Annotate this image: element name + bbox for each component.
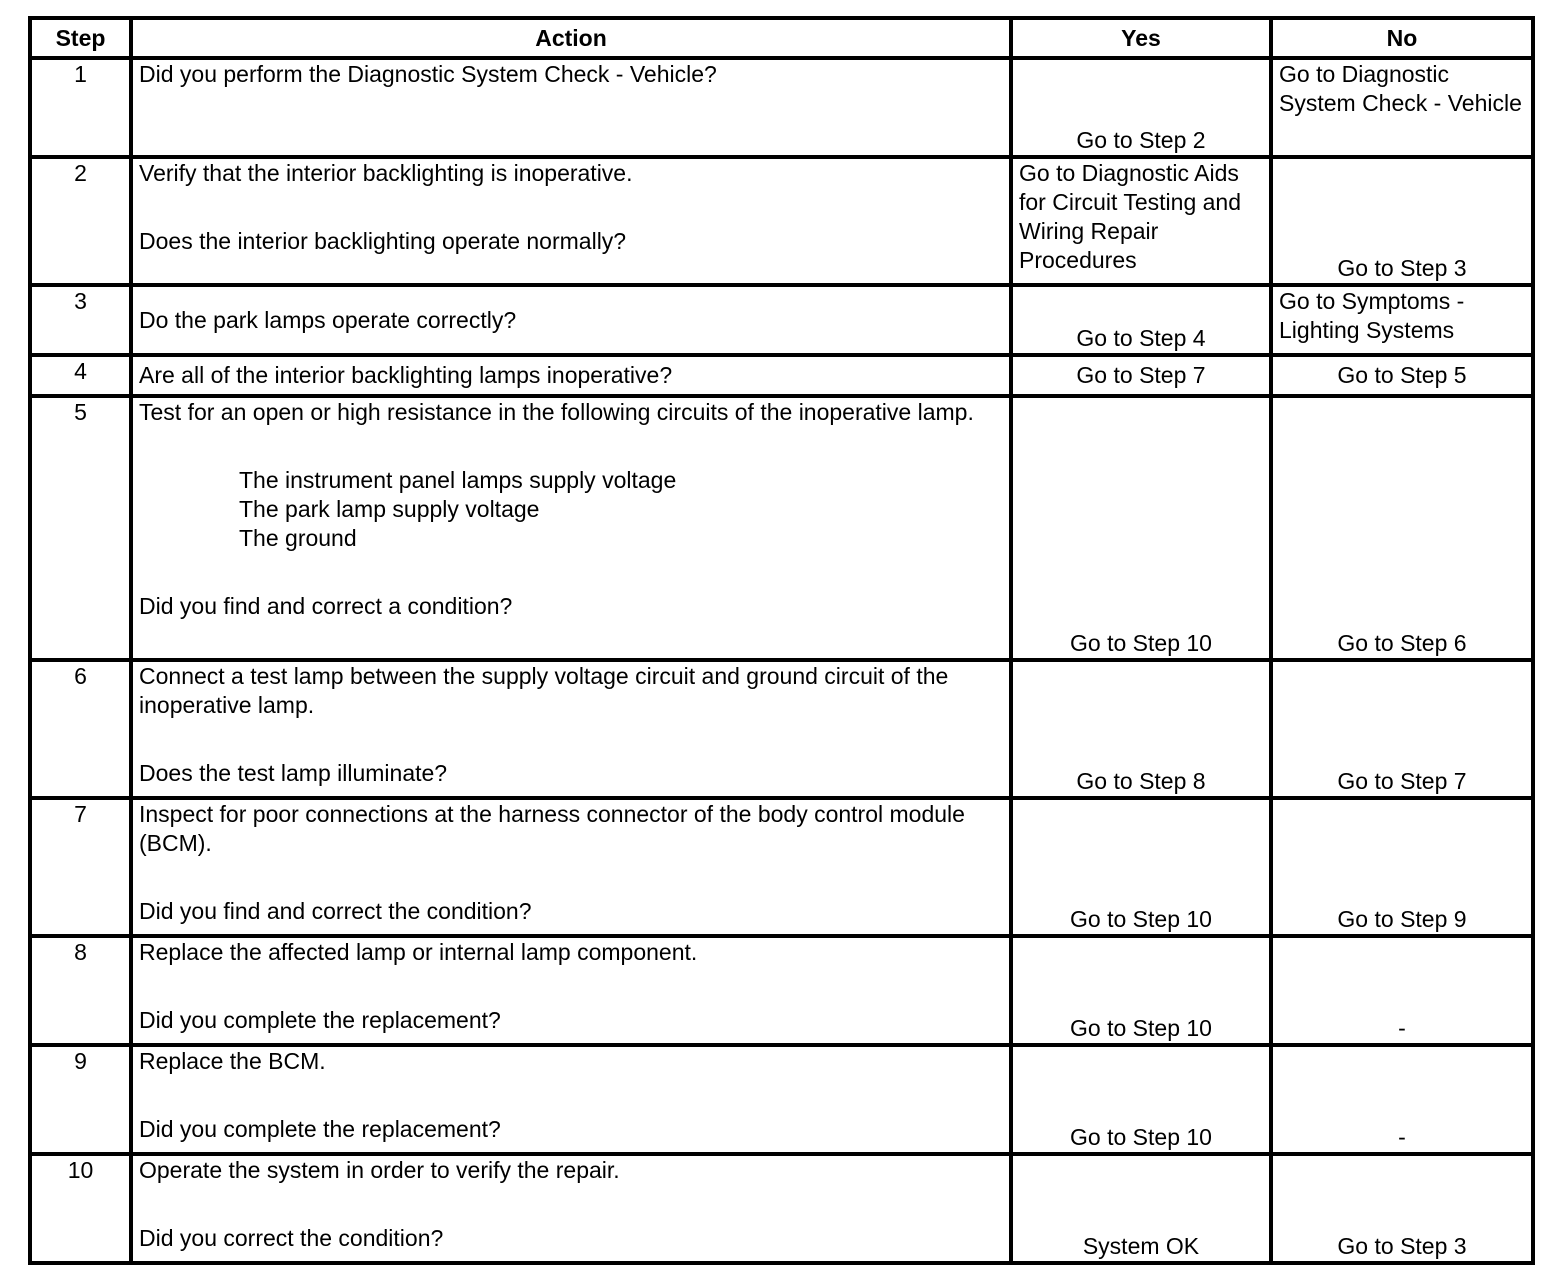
table-row — [30, 58, 1533, 157]
no-text: Go to Step 9 — [1337, 906, 1467, 932]
action-question: Did you find and correct a condition? — [139, 593, 513, 619]
action-cell — [131, 798, 1011, 936]
action-cell — [131, 157, 1011, 285]
action-text: Verify that the interior backlighting is inoperative. — [139, 160, 633, 186]
no-text: Go to Step 6 — [1337, 630, 1467, 656]
yes-text: Go to Step 8 — [1076, 768, 1206, 794]
table-row — [30, 285, 1533, 355]
action-cell — [131, 660, 1011, 798]
yes-text: Go to Step 2 — [1076, 127, 1206, 153]
yes-cell — [1011, 396, 1271, 660]
no-cell — [1271, 660, 1533, 798]
table-row — [30, 1154, 1533, 1263]
yes-cell — [1011, 936, 1271, 1045]
no-text: Go to Step 7 — [1337, 768, 1467, 794]
action-text: Do the park lamps operate correctly? — [139, 306, 517, 333]
action-cell — [131, 58, 1011, 157]
yes-text: Go to Step 10 — [1070, 906, 1212, 932]
yes-text: Go to Step 7 — [1076, 362, 1206, 388]
table-row — [30, 355, 1533, 396]
no-text: Go to Step 5 — [1337, 362, 1467, 388]
step-number: 9 — [30, 1045, 131, 1154]
table-row — [30, 936, 1533, 1045]
diagnostic-table — [28, 16, 1535, 1265]
action-cell — [131, 396, 1011, 660]
action-text: Replace the affected lamp or internal lamp component. — [139, 939, 698, 965]
no-text: Go to Step 3 — [1337, 1233, 1467, 1259]
yes-cell — [1011, 1045, 1271, 1154]
action-question: Does the interior backlighting operate normally? — [139, 228, 627, 254]
step-number: 10 — [30, 1154, 131, 1263]
yes-cell — [1011, 660, 1271, 798]
no-cell — [1271, 798, 1533, 936]
yes-text: Go to Step 4 — [1076, 325, 1206, 351]
list-item: The park lamp supply voltage — [239, 496, 540, 522]
action-text: Are all of the interior backlighting lamps inoperative? — [139, 362, 673, 388]
step-number: 5 — [30, 396, 131, 660]
no-text: Go to Diagnostic System Check - Vehicle — [1279, 61, 1522, 116]
yes-text: Go to Step 10 — [1070, 630, 1212, 656]
action-question: Did you complete the replacement? — [139, 1116, 501, 1142]
yes-cell — [1011, 355, 1271, 396]
no-cell — [1271, 355, 1533, 396]
action-text: Connect a test lamp between the supply voltage circuit and ground circuit of the inoperative lamp. — [139, 663, 949, 718]
list-item: The ground — [239, 525, 357, 551]
step-number: 4 — [30, 355, 131, 396]
no-cell — [1271, 1045, 1533, 1154]
action-text: Replace the BCM. — [139, 1048, 326, 1074]
yes-cell — [1011, 157, 1271, 285]
no-cell — [1271, 285, 1533, 355]
action-question: Did you complete the replacement? — [139, 1007, 501, 1033]
step-number: 1 — [30, 58, 131, 157]
action-question: Does the test lamp illuminate? — [139, 760, 448, 786]
no-cell — [1271, 1154, 1533, 1263]
header-no: No — [1271, 18, 1533, 58]
header-row — [30, 18, 1533, 58]
header-action: Action — [131, 18, 1011, 58]
no-cell — [1271, 58, 1533, 157]
action-cell — [131, 285, 1011, 355]
action-text: Inspect for poor connections at the harness connector of the body control module (BCM). — [139, 801, 965, 856]
action-text: Did you perform the Diagnostic System Check - Vehicle? — [139, 61, 717, 87]
action-text: Test for an open or high resistance in the following circuits of the inoperative lamp. — [139, 399, 974, 425]
header-yes: Yes — [1011, 18, 1271, 58]
yes-cell — [1011, 798, 1271, 936]
no-cell — [1271, 396, 1533, 660]
yes-text: System OK — [1082, 1233, 1200, 1259]
yes-text: Go to Step 10 — [1070, 1124, 1212, 1150]
no-text: - — [1398, 1124, 1406, 1150]
step-number: 2 — [30, 157, 131, 285]
step-number: 3 — [30, 285, 131, 355]
action-cell — [131, 1154, 1011, 1263]
step-number: 7 — [30, 798, 131, 936]
no-text: - — [1398, 1015, 1406, 1041]
yes-text: Go to Step 10 — [1070, 1015, 1212, 1041]
action-cell — [131, 936, 1011, 1045]
header-step: Step — [30, 18, 131, 58]
action-cell — [131, 355, 1011, 396]
yes-cell — [1011, 285, 1271, 355]
table-row — [30, 396, 1533, 660]
action-cell — [131, 1045, 1011, 1154]
yes-cell — [1011, 58, 1271, 157]
list-item: The instrument panel lamps supply voltage — [239, 467, 677, 493]
table-row — [30, 1045, 1533, 1154]
no-cell — [1271, 157, 1533, 285]
table-row — [30, 798, 1533, 936]
no-text: Go to Step 3 — [1337, 255, 1467, 281]
table-row — [30, 157, 1533, 285]
action-question: Did you correct the condition? — [139, 1225, 444, 1251]
step-number: 8 — [30, 936, 131, 1045]
action-text: Operate the system in order to verify the repair. — [139, 1157, 620, 1183]
yes-cell — [1011, 1154, 1271, 1263]
no-text: Go to Symptoms - Lighting Systems — [1279, 288, 1465, 343]
step-number: 6 — [30, 660, 131, 798]
no-cell — [1271, 936, 1533, 1045]
action-question: Did you find and correct the condition? — [139, 898, 532, 924]
yes-text: Go to Diagnostic Aids for Circuit Testing and Wiring Repair Procedures — [1019, 160, 1242, 273]
table-row — [30, 660, 1533, 798]
